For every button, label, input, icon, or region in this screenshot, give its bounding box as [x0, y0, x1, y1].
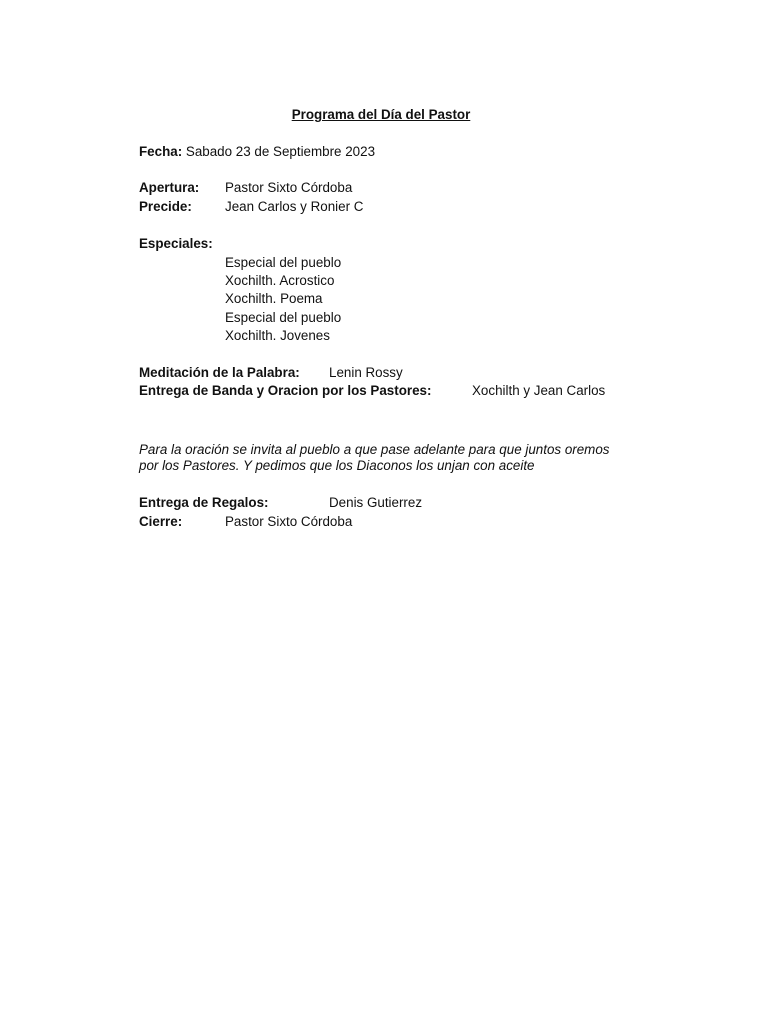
entrega-regalos-label: Entrega de Regalos: — [139, 495, 269, 510]
apertura-label: Apertura: — [139, 180, 200, 195]
especiales-item: Especial del pueblo — [225, 310, 342, 325]
entrega-banda-label: Entrega de Banda y Oracion por los Pastores: — [139, 383, 432, 398]
precide-label: Precide: — [139, 199, 192, 214]
nota-line: Para la oración se invita al pueblo a que pase adelante para que juntos oremos — [139, 442, 610, 457]
especiales-item: Xochilth. Poema — [225, 291, 323, 306]
meditacion-label: Meditación de la Palabra: — [139, 365, 300, 380]
document-title: Programa del Día del Pastor — [291, 107, 471, 122]
precide-value: Jean Carlos y Ronier C — [225, 199, 364, 214]
entrega-banda-value: Xochilth y Jean Carlos — [472, 383, 606, 398]
especiales-item: Xochilth. Jovenes — [225, 328, 330, 343]
nota-line: por los Pastores. Y pedimos que los Diaconos los unjan con aceite — [139, 458, 535, 473]
cierre-value: Pastor Sixto Córdoba — [225, 514, 353, 529]
meditacion-value: Lenin Rossy — [329, 365, 403, 380]
fecha-label: Fecha: — [139, 144, 183, 159]
fecha-row — [139, 144, 375, 160]
especiales-item: Especial del pueblo — [225, 255, 342, 270]
fecha-value: Sabado 23 de Septiembre 2023 — [185, 144, 376, 159]
apertura-value: Pastor Sixto Córdoba — [225, 180, 353, 195]
entrega-regalos-value: Denis Gutierrez — [329, 495, 423, 510]
especiales-label: Especiales: — [139, 236, 213, 251]
especiales-item: Xochilth. Acrostico — [225, 273, 335, 288]
cierre-label: Cierre: — [139, 514, 183, 529]
